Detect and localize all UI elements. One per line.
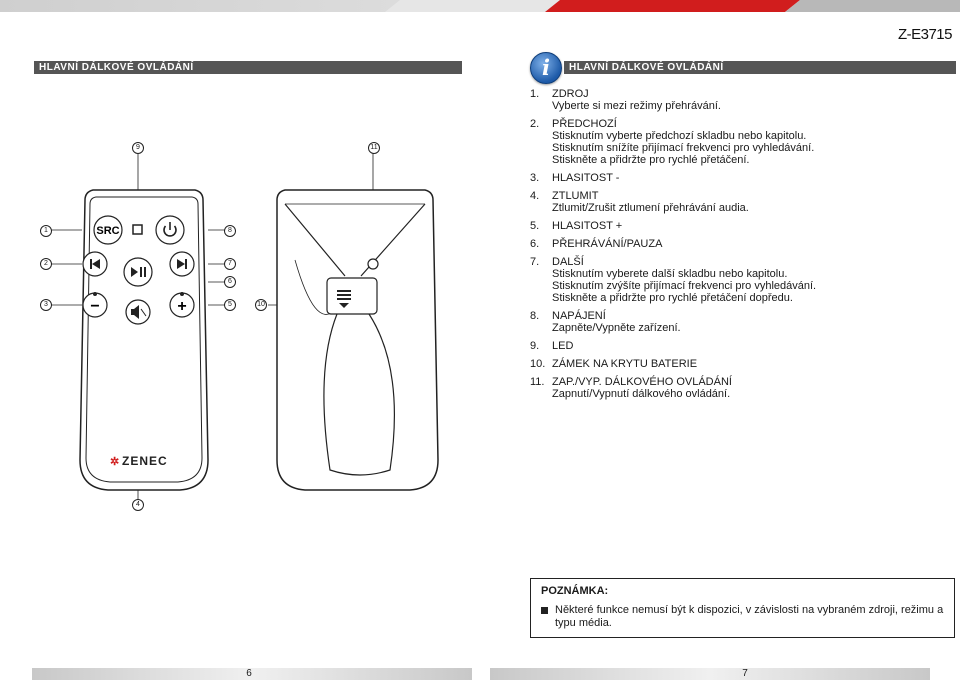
item-description: Stisknutím zvýšíte přijímací frekvenci pro vyhledávání. bbox=[552, 280, 817, 292]
item-description: Stisknutím snížíte přijímací frekvenci pro vyhledávání. bbox=[552, 142, 815, 154]
function-item bbox=[530, 88, 950, 112]
item-description: Stisknutím vyberete další skladbu nebo kapitolu. bbox=[552, 268, 788, 280]
item-number: 10. bbox=[530, 358, 546, 370]
function-item bbox=[530, 220, 950, 232]
callout-8: 8 bbox=[224, 225, 236, 237]
function-item bbox=[530, 358, 950, 370]
item-label: HLASITOST + bbox=[552, 220, 623, 232]
remote-back-diagram bbox=[255, 130, 465, 520]
item-description: Vyberte si mezi režimy přehrávání. bbox=[552, 100, 721, 112]
note-text: Některé funkce nemusí být k dispozici, v závislosti na vybraném zdroji, režimu a typu média. bbox=[555, 604, 944, 629]
function-item bbox=[530, 340, 950, 352]
callout-2: 2 bbox=[40, 258, 52, 270]
callout-9: 9 bbox=[132, 142, 144, 154]
item-description: Stiskněte a přidržte pro rychlé přetáčení. bbox=[552, 154, 750, 166]
item-label: ZAP./VYP. DÁLKOVÉHO OVLÁDÁNÍ bbox=[552, 376, 732, 388]
item-label: LED bbox=[552, 340, 574, 352]
item-number: 11. bbox=[530, 376, 545, 388]
remote-power-switch[interactable] bbox=[368, 259, 378, 269]
volume-down-label: − bbox=[90, 298, 100, 315]
item-number: 1. bbox=[530, 88, 540, 100]
function-item bbox=[530, 172, 950, 184]
item-label: ZDROJ bbox=[552, 88, 589, 100]
model-number: Z-E3715 bbox=[897, 26, 952, 43]
function-item bbox=[530, 376, 950, 400]
callout-7: 7 bbox=[224, 258, 236, 270]
item-description: Stisknutím vyberte předchozí skladbu nebo kapitolu. bbox=[552, 130, 807, 142]
item-number: 2. bbox=[530, 118, 540, 130]
item-number: 8. bbox=[530, 310, 540, 322]
page-number-right: 7 bbox=[742, 668, 748, 679]
item-label: PŘEDCHOZÍ bbox=[552, 118, 617, 130]
item-number: 6. bbox=[530, 238, 540, 250]
item-number: 3. bbox=[530, 172, 540, 184]
callout-10: 10 bbox=[255, 299, 267, 311]
callout-3: 3 bbox=[40, 299, 52, 311]
info-icon: i bbox=[530, 52, 562, 84]
item-description: Stiskněte a přidržte pro rychlé přetáčení dopředu. bbox=[552, 292, 793, 304]
item-label: ZÁMEK NA KRYTU BATERIE bbox=[552, 358, 698, 370]
function-item bbox=[530, 190, 950, 214]
item-description: Ztlumit/Zrušit ztlumení přehrávání audia. bbox=[552, 202, 749, 214]
item-number: 9. bbox=[530, 340, 540, 352]
brand-logo: ZENEC bbox=[122, 454, 168, 468]
note-title: POZNÁMKA: bbox=[541, 585, 609, 597]
section-title-right: HLAVNÍ DÁLKOVÉ OVLÁDÁNÍ bbox=[564, 61, 956, 74]
item-label: ZTLUMIT bbox=[552, 190, 599, 202]
callout-11: 11 bbox=[368, 142, 380, 154]
item-label: NAPÁJENÍ bbox=[552, 310, 606, 322]
function-item bbox=[530, 310, 950, 334]
item-description: Zapněte/Vypněte zařízení. bbox=[552, 322, 681, 334]
item-description: Zapnutí/Vypnutí dálkového ovládání. bbox=[552, 388, 731, 400]
callout-4: 4 bbox=[132, 499, 144, 511]
section-title-left: HLAVNÍ DÁLKOVÉ OVLÁDÁNÍ bbox=[34, 61, 462, 74]
item-number: 5. bbox=[530, 220, 540, 232]
callout-6: 6 bbox=[224, 276, 236, 288]
footer-bar-right bbox=[490, 668, 930, 681]
battery-cover-lock[interactable] bbox=[327, 278, 377, 314]
item-label: HLASITOST - bbox=[552, 172, 620, 184]
function-item bbox=[530, 238, 950, 250]
note-box bbox=[530, 578, 955, 638]
note-bullet-icon bbox=[541, 604, 555, 630]
brand-star-icon: ✲ bbox=[110, 456, 120, 468]
function-list bbox=[530, 88, 950, 406]
item-label: PŘEHRÁVÁNÍ/PAUZA bbox=[552, 238, 663, 250]
function-item bbox=[530, 256, 950, 304]
page-number-left: 6 bbox=[246, 668, 252, 679]
volume-up-label: + bbox=[177, 298, 187, 315]
src-button-label: SRC bbox=[96, 225, 120, 237]
remote-front-diagram bbox=[30, 130, 270, 520]
callout-5: 5 bbox=[224, 299, 236, 311]
top-decorative-bar bbox=[0, 0, 960, 14]
callout-1: 1 bbox=[40, 225, 52, 237]
item-number: 4. bbox=[530, 190, 540, 202]
item-label: DALŠÍ bbox=[552, 256, 584, 268]
function-item bbox=[530, 118, 950, 166]
item-number: 7. bbox=[530, 256, 540, 268]
